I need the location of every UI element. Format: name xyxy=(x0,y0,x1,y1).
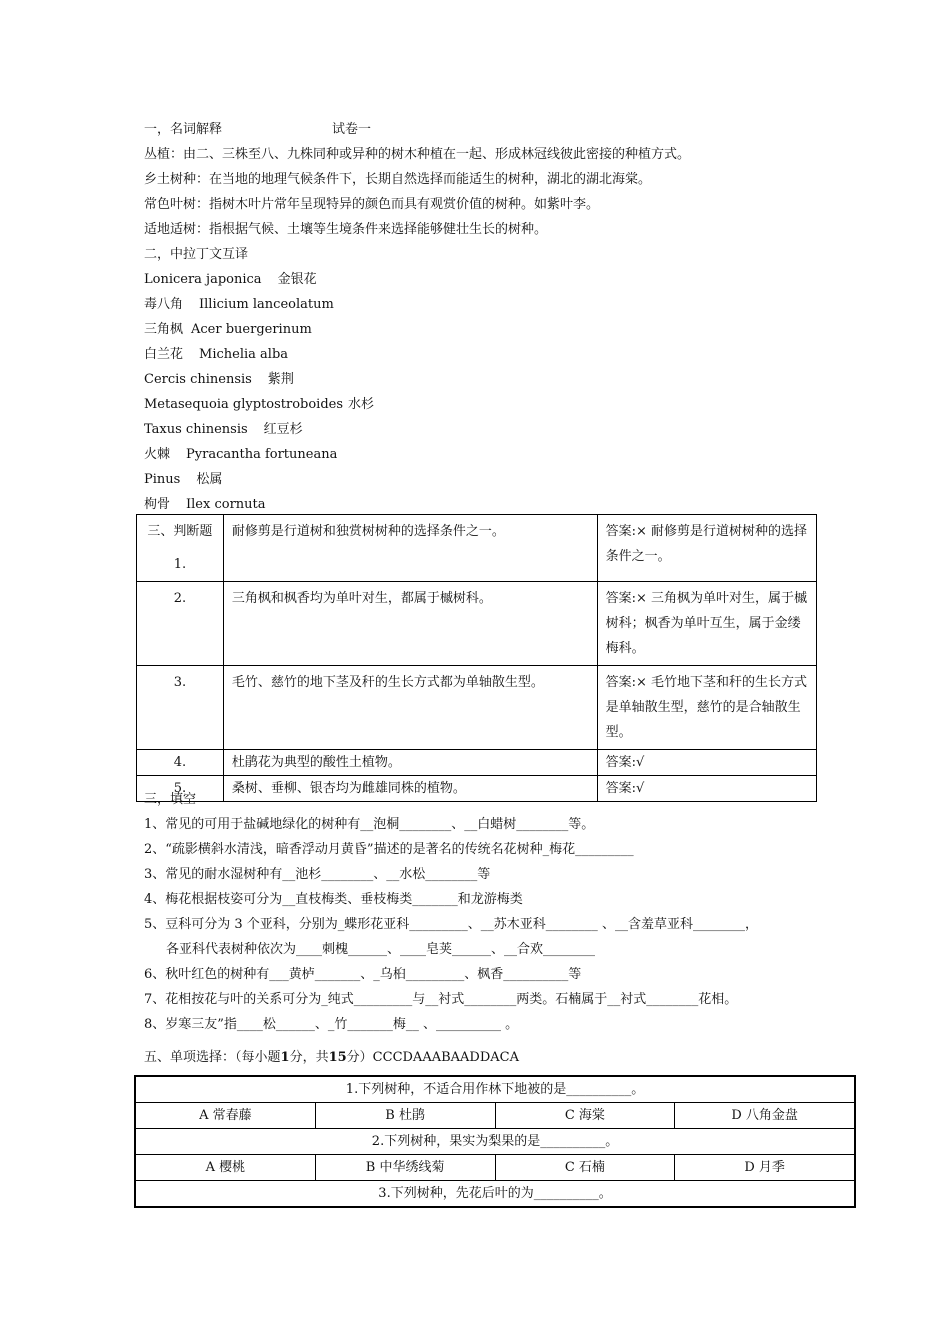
option-cell: A 常春藤 xyxy=(135,1103,315,1129)
translation-pair xyxy=(144,422,303,438)
term-definition: 适地适树：指根据气候、土壤等生境条件来选择能够健壮生长的树种。 xyxy=(144,222,548,237)
table-row xyxy=(135,1181,855,1208)
pair-left: Lonicera japonica xyxy=(144,272,262,287)
translation-pair xyxy=(144,472,222,488)
translation-pair xyxy=(144,372,294,388)
pair-right: 红豆杉 xyxy=(263,422,303,437)
pair-left: 三角枫 xyxy=(144,322,184,337)
row-number-cell xyxy=(137,515,224,582)
pair-right: Ilex cornuta xyxy=(186,497,266,512)
term-definition: 乡土树种：在当地的地理气候条件下，长期自然选择而能适生的树种，湖北的湖北海棠。 xyxy=(144,172,652,187)
row-number: 5. xyxy=(137,776,224,802)
fill-blank-item: 1、常见的可用于盐碱地绿化的树种有__泡桐________、__白蜡树________等。 xyxy=(144,817,595,832)
section1-heading-line xyxy=(144,122,371,138)
fill-blank-item: 8、岁寒三友”指____松______、_竹_______梅__ 、__________ 。 xyxy=(144,1017,519,1032)
pair-right: 金银花 xyxy=(277,272,317,287)
heading-part: 分，共 xyxy=(289,1050,329,1065)
pair-left: 枸骨 xyxy=(144,497,171,512)
option-cell: B 杜鹃 xyxy=(315,1103,495,1129)
question-cell: 三角枫和枫香均为单叶对生，都属于槭树科。 xyxy=(223,582,597,666)
heading-part: 分）CCCDAAABAADDACA xyxy=(346,1050,519,1065)
pair-left: 白兰花 xyxy=(144,347,184,362)
pair-left: Taxus chinensis xyxy=(144,422,248,437)
pair-right: Michelia alba xyxy=(199,347,289,362)
translation-pair xyxy=(144,497,266,513)
table-row xyxy=(135,1103,855,1129)
table-row xyxy=(137,750,817,776)
row-number: 3. xyxy=(137,666,224,750)
question-cell: 桑树、垂柳、银杏均为雌雄同株的植物。 xyxy=(223,776,597,802)
section4-heading: 三，填空 xyxy=(144,792,197,807)
table-row xyxy=(137,582,817,666)
section5-heading xyxy=(144,1050,519,1066)
fill-blank-item: 7、花相按花与叶的关系可分为_纯式_________与__衬式________两类。石楠属于__衬式________花相。 xyxy=(144,992,738,1007)
pair-left: 火棘 xyxy=(144,447,171,462)
table-row xyxy=(135,1155,855,1181)
table-row xyxy=(137,666,817,750)
section3-heading: 三、判断题 xyxy=(147,524,213,539)
option-cell: B 中华绣线菊 xyxy=(315,1155,495,1181)
option-cell: C 石楠 xyxy=(495,1155,675,1181)
fill-blank-item: 5、豆科可分为 3 个亚科，分别为_蝶形花亚科_________、__苏木亚科________ 、__含羞草亚科________， xyxy=(144,917,758,932)
fill-blank-item: 3、常见的耐水湿树种有__池杉________、__水松________等 xyxy=(144,867,491,882)
fill-blank-item: 6、秋叶红色的树种有___黄栌_______、_乌桕_________、枫香__________等 xyxy=(144,967,582,982)
answer-cell: 答案:× 毛竹地下茎和秆的生长方式是单轴散生型，慈竹的是合轴散生型。 xyxy=(597,666,816,750)
answer-cell: 答案:× 耐修剪是行道树树种的选择条件之一。 xyxy=(597,515,816,582)
pair-left: Metasequoia glyptostroboides xyxy=(144,397,344,412)
translation-pair xyxy=(144,272,317,288)
section1-heading: 一，名词解释 xyxy=(144,122,223,137)
table-row xyxy=(137,776,817,802)
answer-cell: 答案:√ xyxy=(597,776,816,802)
fill-blank-item: 各亚科代表树种依次为____刺槐______、____皂荚______、__合欢________ xyxy=(166,942,596,957)
question-stem: 3.下列树种，先花后叶的为__________。 xyxy=(135,1181,855,1208)
option-cell: A 樱桃 xyxy=(135,1155,315,1181)
pair-right: 水杉 xyxy=(348,397,375,412)
term-definition: 常色叶树：指树木叶片常年呈现特异的颜色而具有观赏价值的树种。如紫叶李。 xyxy=(144,197,600,212)
section2-heading: 二，中拉丁文互译 xyxy=(144,247,249,262)
pair-right: 松属 xyxy=(196,472,223,487)
heading-part: 五、单项选择：（每小题 xyxy=(144,1050,281,1065)
fill-blank-item: 2、“疏影横斜水清浅，暗香浮动月黄昏”描述的是著名的传统名花树种_梅花_________ xyxy=(144,842,634,857)
heading-part: 15 xyxy=(328,1050,347,1065)
translation-pair xyxy=(144,347,288,363)
translation-pair xyxy=(144,447,337,463)
row-number: 1. xyxy=(173,557,187,572)
translation-pair xyxy=(144,297,334,313)
answer-cell: 答案:√ xyxy=(597,750,816,776)
pair-right: Illicium lanceolatum xyxy=(199,297,334,312)
fill-blank-item: 4、梅花根据枝姿可分为__直枝梅类、垂枝梅类_______和龙游梅类 xyxy=(144,892,523,907)
answer-cell: 答案:× 三角枫为单叶对生，属于槭树科；枫香为单叶互生，属于金缕梅科。 xyxy=(597,582,816,666)
translation-pair xyxy=(144,322,312,338)
pair-right: Acer buergerinum xyxy=(191,322,312,337)
row-number: 2. xyxy=(137,582,224,666)
multiple-choice-table xyxy=(134,1075,856,1208)
option-cell: C 海棠 xyxy=(495,1103,675,1129)
question-stem: 2.下列树种，果实为梨果的是__________。 xyxy=(135,1129,855,1155)
question-cell: 杜鹃花为典型的酸性土植物。 xyxy=(223,750,597,776)
question-stem: 1.下列树种，不适合用作林下地被的是__________。 xyxy=(135,1076,855,1103)
paper-title: 试卷一 xyxy=(332,122,372,137)
translation-pair xyxy=(144,397,374,413)
term-definition: 丛植：由二、三株至八、九株同种或异种的树木种植在一起、形成林冠线彼此密接的种植方式。 xyxy=(144,147,691,162)
question-cell: 耐修剪是行道树和独赏树树种的选择条件之一。 xyxy=(223,515,597,582)
option-cell: D 八角金盘 xyxy=(675,1103,855,1129)
option-cell: D 月季 xyxy=(675,1155,855,1181)
row-number: 4. xyxy=(137,750,224,776)
pair-left: Cercis chinensis xyxy=(144,372,252,387)
pair-right: Pyracantha fortuneana xyxy=(186,447,338,462)
pair-left: 毒八角 xyxy=(144,297,184,312)
judgement-table xyxy=(136,514,817,802)
table-row xyxy=(135,1076,855,1103)
table-row xyxy=(137,515,817,582)
pair-right: 紫荆 xyxy=(267,372,294,387)
table-row xyxy=(135,1129,855,1155)
pair-left: Pinus xyxy=(144,472,181,487)
question-cell: 毛竹、慈竹的地下茎及秆的生长方式都为单轴散生型。 xyxy=(223,666,597,750)
heading-part: 1 xyxy=(280,1050,290,1065)
